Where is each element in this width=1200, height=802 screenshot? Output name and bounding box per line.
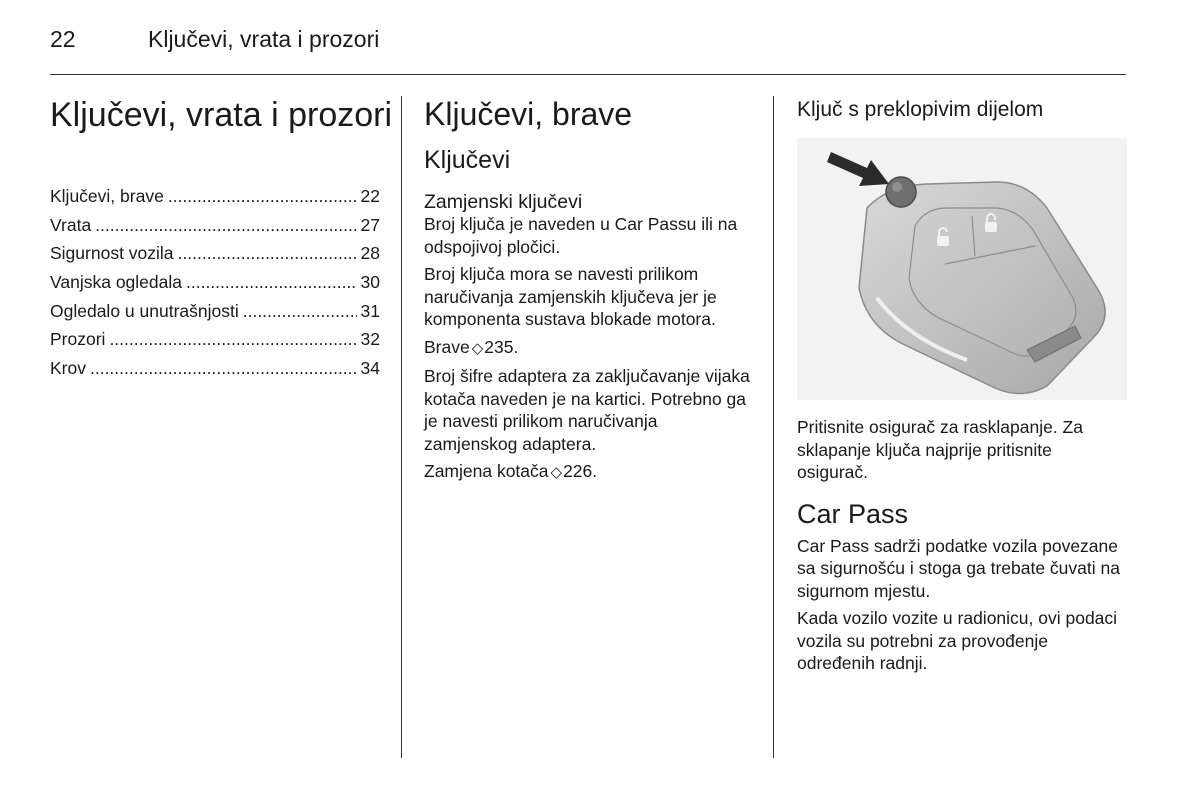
toc-page: 22 <box>360 186 380 206</box>
release-button <box>886 177 916 207</box>
toc-entry[interactable] <box>50 186 380 215</box>
figure-title: Ključ s preklopivim dijelom <box>797 98 1044 121</box>
paragraph: Broj šifre adaptera za zaključavanje vijaka kotača naveden je na kartici. Potrebno ga je navesti prilikom naručivanja zamjenskog adaptera. <box>424 366 750 454</box>
toc-leader <box>90 358 357 379</box>
header-rule <box>50 74 1126 75</box>
toc-label: Vrata <box>50 214 92 235</box>
keys-section <box>424 95 754 490</box>
toc-entry[interactable] <box>50 358 380 387</box>
paragraph: Broj ključa je naveden u Car Passu ili na odspojivoj pločici. <box>424 214 738 257</box>
table-of-contents <box>50 186 380 387</box>
reference-arrow-icon: ◇ <box>471 339 484 357</box>
cross-reference[interactable] <box>424 460 754 485</box>
toc-leader <box>243 301 357 322</box>
toc-leader <box>95 215 356 236</box>
reference-text: Brave <box>424 336 470 357</box>
toc-entry[interactable] <box>50 243 380 272</box>
folding-key-illustration <box>797 138 1127 400</box>
right-column <box>797 95 1127 680</box>
reference-page: 226. <box>563 461 598 481</box>
toc-page: 31 <box>360 300 380 321</box>
figure-caption: Pritisnite osigurač za rasklapanje. Za sklapanje ključa najprije pritisnite osigurač. <box>797 417 1083 482</box>
paragraph: Broj ključa mora se navesti prilikom naručivanja zamjenskih ključeva jer je komponenta sustava blokade motora. <box>424 264 717 329</box>
column-divider-2 <box>773 96 774 758</box>
toc-label: Sigurnost vozila <box>50 243 174 264</box>
toc-entry[interactable] <box>50 215 380 244</box>
toc-page: 28 <box>360 243 380 264</box>
toc-label: Ogledalo u unutrašnjosti <box>50 300 239 321</box>
toc-page: 34 <box>360 358 380 379</box>
toc-page: 27 <box>360 214 380 235</box>
toc-label: Prozori <box>50 329 106 350</box>
subsubsection-title: Zamjenski ključevi <box>424 191 583 213</box>
toc-page: 30 <box>360 272 380 293</box>
reference-arrow-icon: ◇ <box>550 464 563 481</box>
arrow-icon <box>827 152 889 186</box>
toc-leader <box>109 329 356 350</box>
paragraph: Car Pass sadrži podatke vozila povezane sa sigurnošću i stoga ga trebate čuvati na sigurnom mjestu. <box>797 535 1120 601</box>
subsection-title: Ključevi <box>424 146 511 174</box>
paragraph: Kada vozilo vozite u radionicu, ovi podaci vozila su potrebni za provođenje određenih radnji. <box>797 608 1118 673</box>
folding-key-figure <box>797 138 1127 400</box>
chapter-title: Ključevi, vrata i prozori <box>50 96 393 134</box>
toc-page: 32 <box>360 329 380 350</box>
toc-entry[interactable] <box>50 272 380 301</box>
cross-reference[interactable] <box>424 336 754 361</box>
reference-page: 235. <box>484 336 519 357</box>
toc-label: Vanjska ogledala <box>50 272 182 293</box>
toc-leader <box>186 272 357 293</box>
column-divider-1 <box>401 96 402 758</box>
page-number: 22 <box>50 26 76 52</box>
section-title: Ključevi, brave <box>424 96 633 132</box>
toc-leader <box>178 243 357 264</box>
toc-entry[interactable] <box>50 329 380 358</box>
toc-leader <box>168 186 357 207</box>
toc-entry[interactable] <box>50 301 380 330</box>
chapter-contents <box>50 95 393 387</box>
running-title: Ključevi, vrata i prozori <box>148 26 380 52</box>
reference-text: Zamjena kotača <box>424 461 549 481</box>
toc-label: Krov <box>50 358 86 379</box>
car-pass-title: Car Pass <box>797 498 909 529</box>
toc-label: Ključevi, brave <box>50 186 164 206</box>
